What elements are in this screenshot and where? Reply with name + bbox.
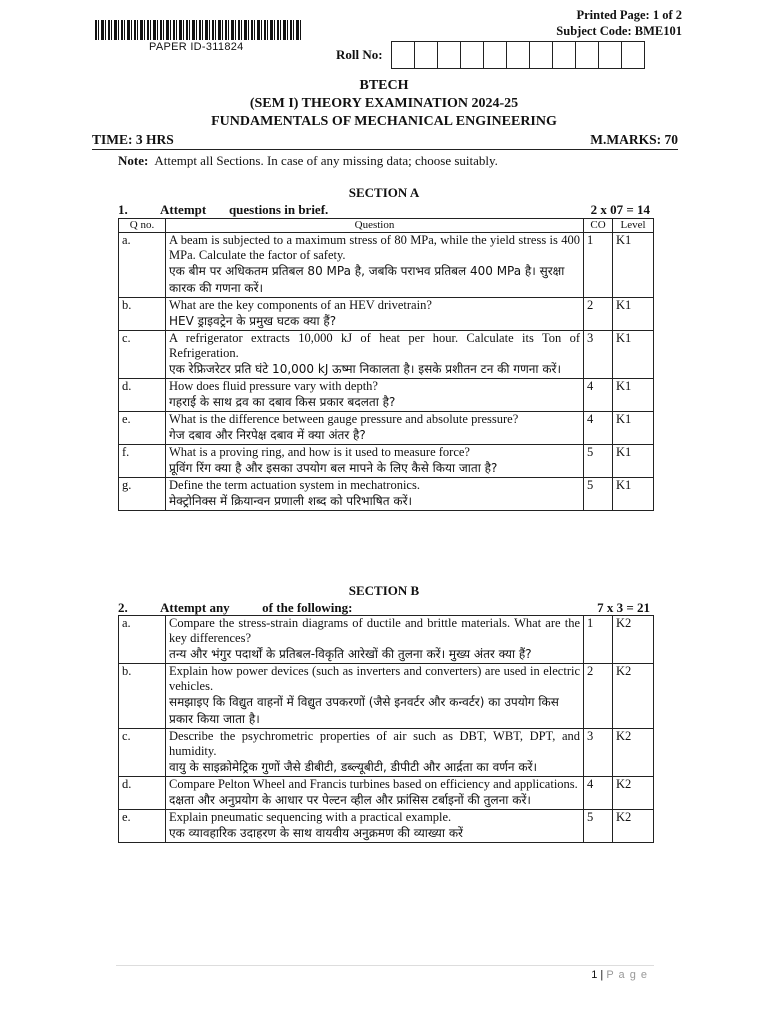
question-cell [166, 810, 584, 843]
bloom-level: K2 [613, 729, 654, 777]
table-row [119, 445, 654, 478]
question-text-english: A refrigerator extracts 10,000 kJ of heat per hour. Calculate its Ton of Refrigeration. [169, 331, 580, 360]
question-text-hindi: HEV ड्राइवट्रेन के प्रमुख घटक क्या हैं? [169, 314, 337, 328]
col-level: Level [613, 219, 654, 233]
question-text-english: A beam is subjected to a maximum stress of 80 MPa, while the yield stress is 400 MPa. Calculate the factor of safety. [169, 233, 580, 262]
bloom-level: K2 [613, 664, 654, 729]
roll-digit-box[interactable] [622, 42, 644, 68]
bloom-level: K1 [613, 331, 654, 379]
printed-page: Printed Page: 1 of 2 [576, 8, 682, 22]
course-outcome: 4 [584, 777, 613, 810]
question-number: 2. [118, 600, 128, 615]
roll-digit-box[interactable] [438, 42, 461, 68]
roll-digit-box[interactable] [576, 42, 599, 68]
roll-digit-box[interactable] [507, 42, 530, 68]
bloom-level: K1 [613, 298, 654, 331]
table-row [119, 331, 654, 379]
question-text-hindi: तन्य और भंगुर पदार्थों के प्रतिबल-विकृति आरेखों की तुलना करें। मुख्य अंतर क्या हैं? [169, 647, 532, 661]
roll-digit-box[interactable] [530, 42, 553, 68]
roll-digit-box[interactable] [461, 42, 484, 68]
col-question: Question [166, 219, 584, 233]
question-text-hindi: गहराई के साथ द्रव का दबाव किस प्रकार बदलता है? [169, 395, 396, 409]
section-b-heading: SECTION B [348, 583, 420, 598]
program-title: BTECH [359, 78, 409, 93]
question-text-english: Compare Pelton Wheel and Francis turbines based on efficiency and applications. [169, 777, 578, 791]
roll-number-boxes[interactable] [391, 41, 645, 69]
exam-title: (SEM I) THEORY EXAMINATION 2024-25 [249, 96, 519, 111]
course-outcome: 2 [584, 298, 613, 331]
question-text-english: Explain pneumatic sequencing with a practical example. [169, 810, 452, 824]
table-row [119, 298, 654, 331]
section-a-instruction [118, 202, 650, 218]
question-id: d. [119, 777, 166, 810]
question-text-hindi: गेज दबाव और निरपेक्ष दबाव में क्या अंतर है? [169, 428, 366, 442]
question-id: d. [119, 379, 166, 412]
course-outcome: 4 [584, 412, 613, 445]
question-text-english: Describe the psychrometric properties of air such as DBT, WBT, DPT, and humidity. [169, 729, 580, 758]
roll-digit-box[interactable] [484, 42, 507, 68]
course-outcome: 3 [584, 331, 613, 379]
roll-digit-box[interactable] [553, 42, 576, 68]
col-qno: Q no. [119, 219, 166, 233]
roll-digit-box[interactable] [415, 42, 438, 68]
question-text-hindi: एक व्यावहारिक उदाहरण के साथ वायवीय अनुक्रमण की व्याख्या करें [169, 826, 463, 840]
table-row [119, 233, 654, 298]
footer-rule [116, 965, 654, 966]
question-cell [166, 777, 584, 810]
question-text-english: What is a proving ring, and how is it used to measure force? [169, 445, 470, 459]
question-cell [166, 729, 584, 777]
table-row [119, 664, 654, 729]
paper-id: PAPER ID-311824 [149, 41, 244, 53]
bloom-level: K2 [613, 777, 654, 810]
question-id: g. [119, 478, 166, 511]
section-b-instruction [118, 600, 650, 616]
bloom-level: K1 [613, 233, 654, 298]
question-number: 1. [118, 202, 128, 217]
question-text-hindi: वायु के साइक्रोमेट्रिक गुणों जैसे डीबीटी, डब्ल्यूबीटी, डीपीटी और आर्द्रता का वर्णन करें। [169, 760, 538, 774]
question-id: a. [119, 233, 166, 298]
question-id: b. [119, 664, 166, 729]
table-row [119, 777, 654, 810]
question-cell [166, 616, 584, 664]
question-text-hindi: दक्षता और अनुप्रयोग के आधार पर पेल्टन व्हील और फ्रांसिस टर्बाइनों की तुलना करें। [169, 793, 531, 807]
printed-page-info [556, 7, 682, 39]
bloom-level: K1 [613, 478, 654, 511]
question-cell [166, 331, 584, 379]
table-row [119, 412, 654, 445]
course-outcome: 1 [584, 233, 613, 298]
table-row [119, 729, 654, 777]
table-row [119, 810, 654, 843]
time-label: TIME: 3 HRS [92, 132, 174, 147]
question-text-hindi: एक बीम पर अधिकतम प्रतिबल 80 MPa है, जबकि पराभव प्रतिबल 400 MPa है। सुरक्षा कारक की गणना करें। [169, 264, 565, 295]
section-b-table [118, 615, 654, 843]
col-co: CO [584, 219, 613, 233]
instruction-text: Attempt questions in brief. [160, 202, 329, 217]
question-text-english: Compare the stress-strain diagrams of ductile and brittle materials. What are the key differences? [169, 616, 580, 645]
question-text-english: Explain how power devices (such as inverters and converters) are used in electric vehicles. [169, 664, 580, 693]
course-outcome: 5 [584, 445, 613, 478]
roll-number-row [336, 41, 645, 69]
course-outcome: 1 [584, 616, 613, 664]
page-word: P a g e [606, 969, 648, 981]
question-cell [166, 445, 584, 478]
section-marks: 2 x 07 = 14 [590, 202, 650, 217]
question-text-english: How does fluid pressure vary with depth? [169, 379, 378, 393]
question-id: e. [119, 810, 166, 843]
course-outcome: 4 [584, 379, 613, 412]
time-marks-row [92, 132, 678, 150]
page-number-value: 1 [591, 969, 598, 981]
question-id: c. [119, 729, 166, 777]
question-cell [166, 233, 584, 298]
roll-label: Roll No: [336, 47, 383, 62]
question-text-hindi: प्रूविंग रिंग क्या है और इसका उपयोग बल मापने के लिए कैसे किया जाता है? [169, 461, 498, 475]
question-id: a. [119, 616, 166, 664]
bloom-level: K1 [613, 412, 654, 445]
question-id: f. [119, 445, 166, 478]
table-row [119, 616, 654, 664]
question-id: e. [119, 412, 166, 445]
barcode [95, 20, 303, 40]
table-row [119, 478, 654, 511]
bloom-level: K2 [613, 616, 654, 664]
table-header-row [119, 219, 654, 233]
course-outcome: 5 [584, 478, 613, 511]
question-id: c. [119, 331, 166, 379]
section-a-table [118, 218, 654, 511]
course-outcome: 3 [584, 729, 613, 777]
subject-code: Subject Code: BME101 [556, 24, 682, 38]
section-a-heading: SECTION A [348, 185, 420, 200]
bloom-level: K1 [613, 379, 654, 412]
question-cell [166, 412, 584, 445]
question-text-english: Define the term actuation system in mechatronics. [169, 478, 420, 492]
section-marks: 7 x 3 = 21 [597, 600, 650, 615]
question-text-hindi: मेक्ट्रोनिक्स में क्रियान्वन प्रणाली शब्द को परिभाषित करें। [169, 494, 413, 508]
roll-digit-box[interactable] [392, 42, 415, 68]
note-label: Note: [118, 153, 149, 168]
instruction-text: Attempt any of the following: [160, 600, 353, 615]
question-text-hindi: समझाइए कि विद्युत वाहनों में विद्युत उपकरणों (जैसे इनवर्टर और कन्वर्टर) का उपयोग किस प्रकार किया जाता है। [169, 695, 559, 726]
page-number [591, 969, 648, 981]
subject-title: FUNDAMENTALS OF MECHANICAL ENGINEERING [211, 114, 557, 129]
question-cell [166, 379, 584, 412]
question-text-english: What are the key components of an HEV drivetrain? [169, 298, 432, 312]
roll-digit-box[interactable] [599, 42, 622, 68]
page-separator: | [597, 969, 607, 981]
question-cell [166, 298, 584, 331]
max-marks: M.MARKS: 70 [590, 132, 678, 147]
bloom-level: K1 [613, 445, 654, 478]
course-outcome: 2 [584, 664, 613, 729]
bloom-level: K2 [613, 810, 654, 843]
course-outcome: 5 [584, 810, 613, 843]
question-id: b. [119, 298, 166, 331]
question-text-hindi: एक रेफ्रिजरेटर प्रति घंटे 10,000 kJ ऊष्मा निकालता है। इसके प्रशीतन टन की गणना करें। [169, 362, 561, 376]
note [118, 153, 498, 169]
question-text-english: What is the difference between gauge pressure and absolute pressure? [169, 412, 519, 426]
note-text: Attempt all Sections. In case of any missing data; choose suitably. [154, 153, 498, 168]
question-cell [166, 478, 584, 511]
table-row [119, 379, 654, 412]
question-cell [166, 664, 584, 729]
